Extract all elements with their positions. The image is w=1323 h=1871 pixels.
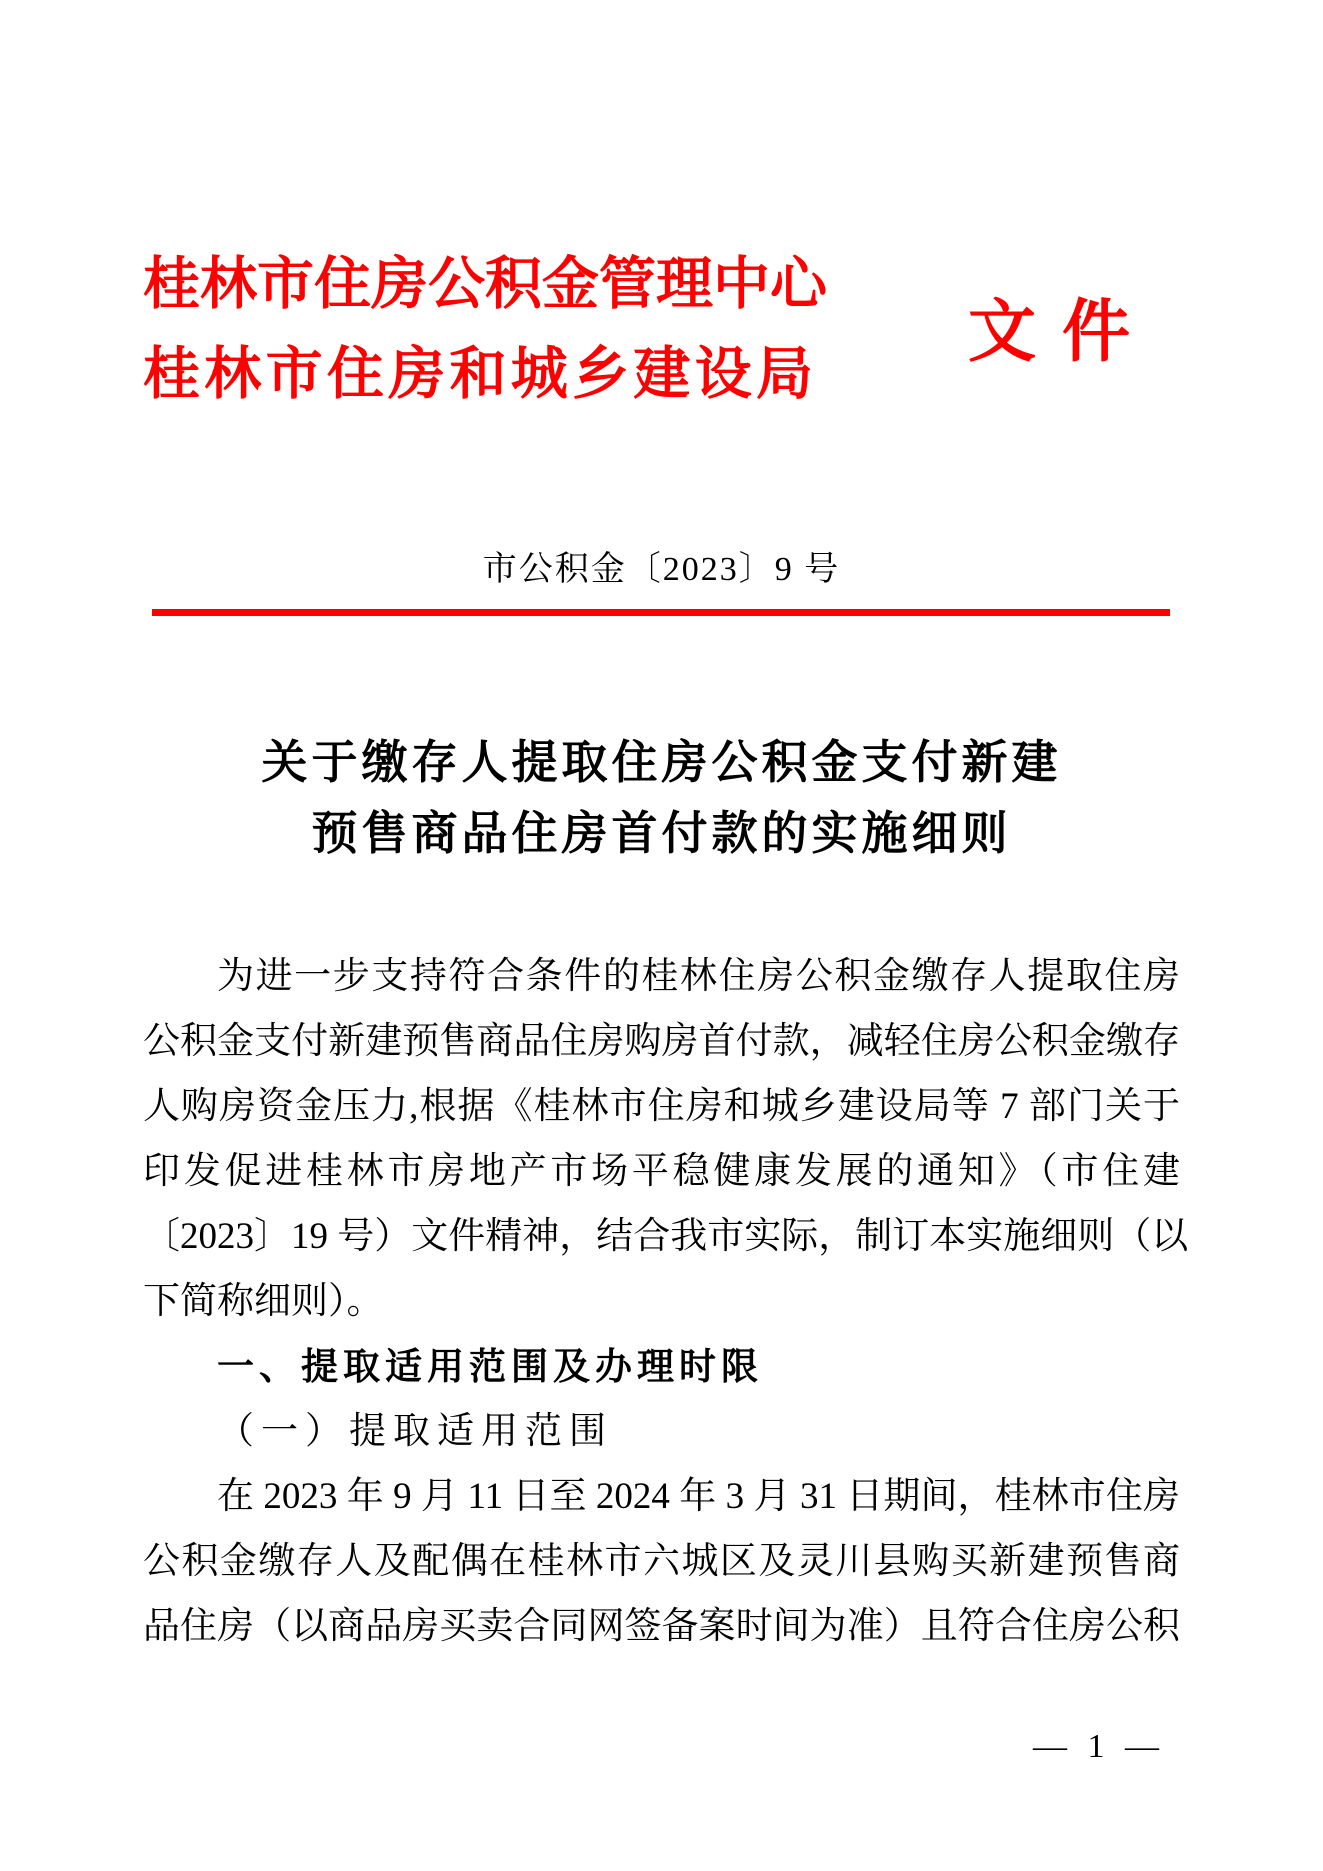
doc-number: 市公积金〔2023〕9 号 (482, 551, 841, 588)
body-line: 公积金缴存人及配偶在桂林市六城区及灵川县购买新建预售商 (143, 1541, 1180, 1582)
letterhead (143, 240, 827, 420)
page-number: — 1 — (1033, 1728, 1165, 1765)
document-title-line-1: 关于缴存人提取住房公积金支付新建 (261, 737, 1062, 788)
document-title-line-2: 预售商品住房首付款的实施细则 (311, 808, 1012, 859)
body-line: 在 2023 年 9 月 11 日至 2024 年 3 月 31 日期间，桂林市住房 (217, 1476, 1180, 1517)
document-title (0, 727, 1323, 869)
body-line: 〔2023〕19 号）文件精神，结合我市实际，制订本实施细则（以 (143, 1216, 1189, 1257)
org-name-line-1: 桂林市住房公积金管理中心 (143, 253, 827, 316)
red-separator-rule (152, 609, 1170, 616)
body-line: 人购房资金压力,根据《桂林市住房和城乡建设局等 7 部门关于 (143, 1086, 1180, 1127)
document-body (143, 944, 1189, 1659)
body-line: 下简称细则）。 (143, 1281, 384, 1322)
body-line: 印发促进桂林市房地产市场平稳健康发展的通知》（市住建 (143, 1151, 1180, 1192)
doc-type-label: 文 件 (968, 294, 1130, 370)
body-line: 公积金支付新建预售商品住房购房首付款，减轻住房公积金缴存 (143, 1021, 1180, 1062)
org-name-line-2: 桂林市住房和城乡建设局 (143, 343, 813, 406)
body-line: 品住房（以商品房买卖合同网签备案时间为准）且符合住房公积 (143, 1606, 1180, 1647)
section-subheading: （一）提取适用范围 (217, 1411, 613, 1452)
section-heading: 一、提取适用范围及办理时限 (217, 1346, 763, 1387)
body-line: 为进一步支持符合条件的桂林住房公积金缴存人提取住房 (217, 956, 1180, 997)
